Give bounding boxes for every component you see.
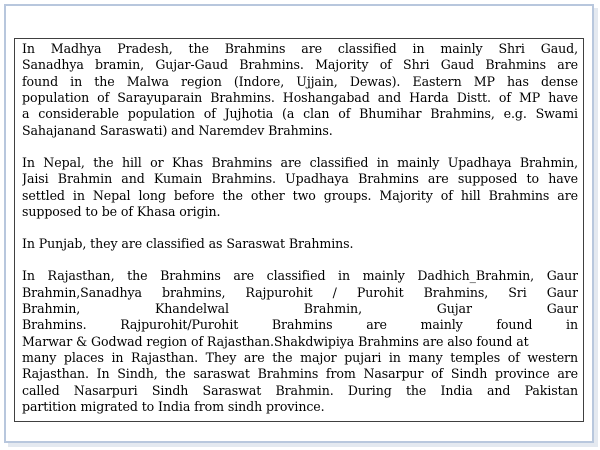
text-line: In Rajasthan, the Brahmins are classified in mainly Dadhich_Brahmin, Gaur [22,268,578,284]
text-line: Brahmin,Sanadhya brahmins, Rajpurohit / Purohit Brahmins, Sri Gaur [22,284,578,300]
text-line: In Nepal, the hill or Khas Brahmins are classified in mainly Upadhaya Brahmin, [22,154,578,170]
text-line: Brahmins. Rajpurohit/Purohit Brahmins are mainly found in [22,317,578,333]
paragraph-rajasthan [22,268,578,415]
text-line: population of Sarayuparain Brahmins. Hoshangabad and Harda Distt. of MP have [22,90,578,106]
text-line: called Nasarpuri Sindh Saraswat Brahmin. During the India and Pakistan [22,382,578,398]
text-line: In Madhya Pradesh, the Brahmins are classified in mainly Shri Gaud, [22,41,578,56]
text-line: settled in Nepal long before the other two groups. Majority of hill Brahmins are [22,187,578,203]
text-box [14,38,584,422]
text-line: In Punjab, they are classified as Saraswat Brahmins. [22,236,354,252]
text-line: Sanadhya bramin, Gujar-Gaud Brahmins. Majority of Shri Gaud Brahmins are [22,57,578,73]
paragraph-madhya-pradesh [22,41,578,139]
paragraph-punjab [22,236,578,252]
text-line: supposed to be of Khasa origin. [22,203,221,219]
text-line: found in the Malwa region (Indore, Ujjain, Dewas). Eastern MP has dense [22,73,578,89]
text-line: many places in Rajasthan. They are the major pujari in many temples of western [22,349,578,365]
text-line: partition migrated to India from sindh province. [22,398,325,414]
text-line: a considerable population of Jujhotia (a clan of Bhumihar Brahmins, e.g. Swami [22,106,578,122]
text-line: Sahajanand Saraswati) and Naremdev Brahmins. [22,122,333,138]
paragraph-nepal [22,155,578,220]
text-line: Marwar & Godwad region of Rajasthan.Shakdwipiya Brahmins are also found at [22,333,529,349]
text-line: Jaisi Brahmin and Kumain Brahmins. Upadhaya Brahmins are supposed to have [22,171,578,187]
text-line: Rajasthan. In Sindh, the saraswat Brahmins from Nasarpur of Sindh province are [22,366,578,382]
text-line: Brahmin, Khandelwal Brahmin, Gujar Gaur [22,300,578,316]
